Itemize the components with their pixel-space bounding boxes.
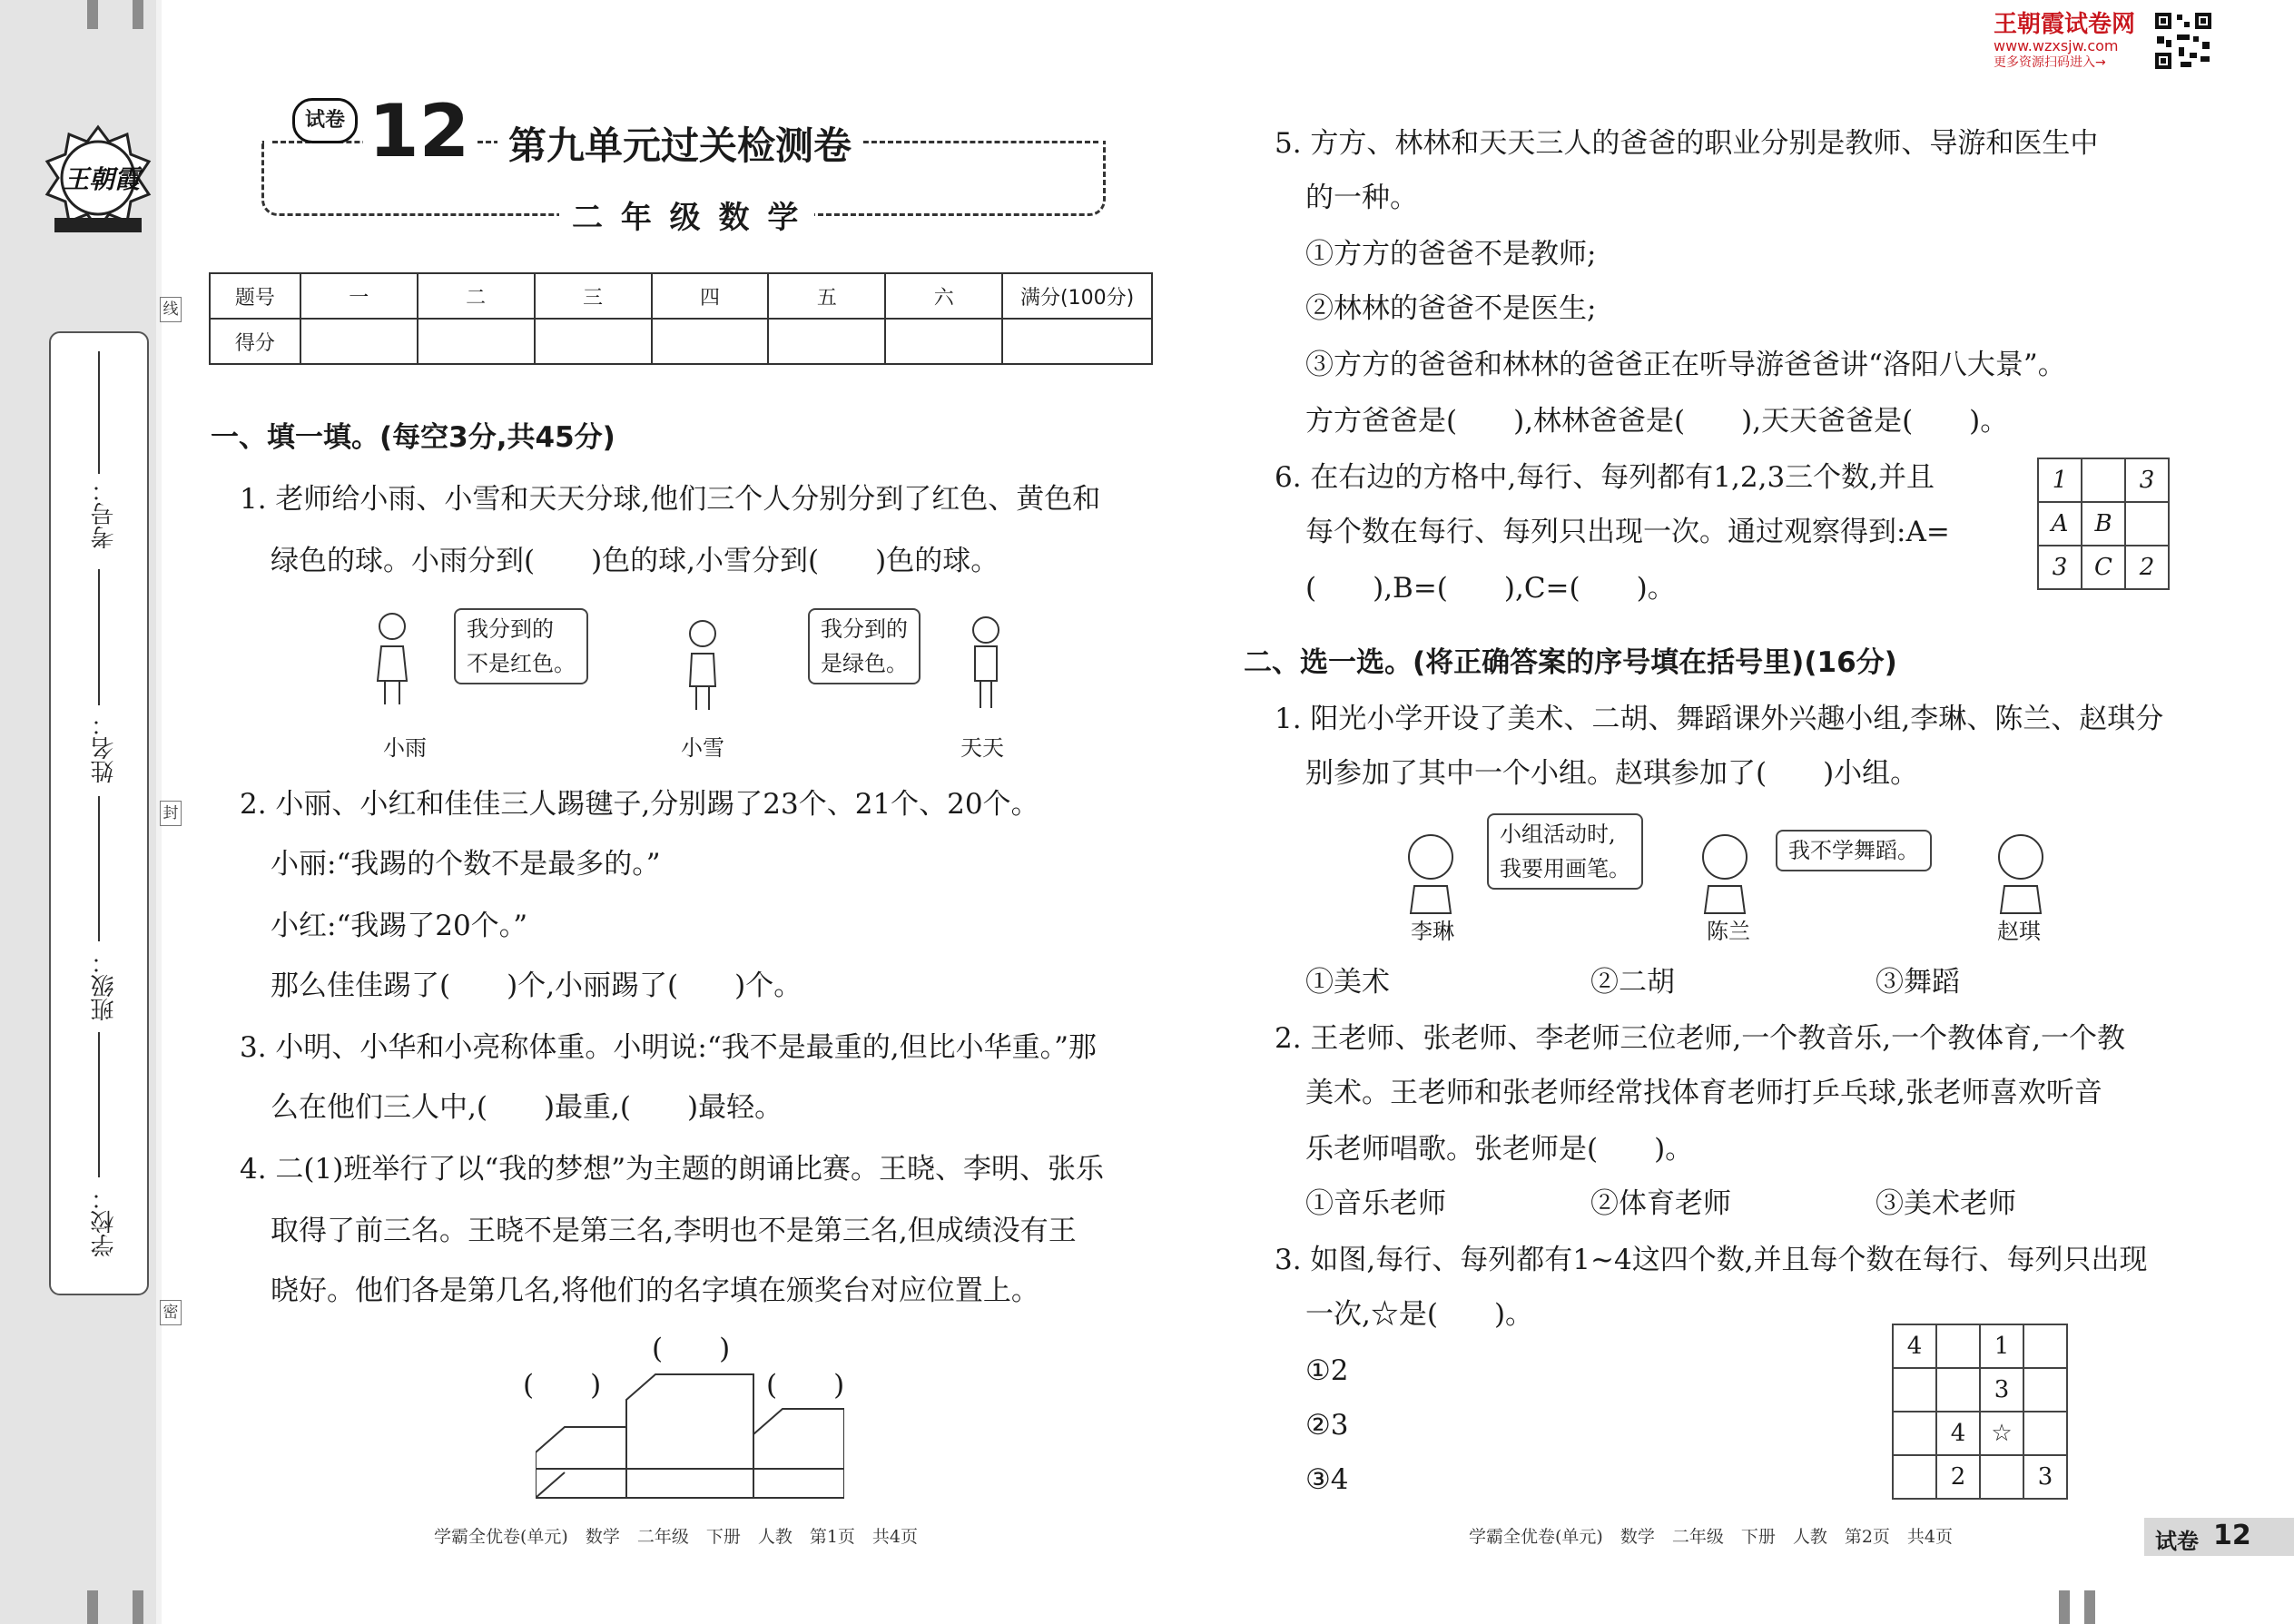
- grid-row: [1893, 1412, 2067, 1455]
- name-tiantian: 天天: [960, 735, 1004, 761]
- grid-row: [1893, 1368, 2067, 1412]
- grid-cell: [2023, 1412, 2067, 1455]
- grid-cell: [1893, 1412, 1936, 1455]
- binding-mark: [2084, 1590, 2095, 1624]
- student-info-box: [49, 331, 149, 1295]
- s1-q1-line2: 绿色的球。小雨分到( )色的球,小雪分到( )色的球。: [271, 545, 999, 577]
- grid-cell: B: [2082, 502, 2125, 546]
- s2-q3-option-a[interactable]: ①2: [1305, 1354, 1349, 1387]
- speech-bubble-lilin: [1487, 813, 1643, 890]
- grid-cell: [2125, 502, 2169, 546]
- school-field[interactable]: [98, 1032, 100, 1177]
- bubble-text: 我分到的: [467, 616, 554, 642]
- s1-q2-line3: 小红:“我踢了20个。”: [271, 910, 528, 942]
- grid-cell: [1936, 1324, 1980, 1368]
- site-url[interactable]: www.wzxsjw.com: [1994, 37, 2119, 54]
- grid-cell: 1: [2038, 458, 2082, 502]
- s1-q2-line1: 2. 小丽、小红和佳佳三人踢毽子,分别踢了23个、21个、20个。: [240, 788, 1039, 821]
- grid-cell-star: ☆: [1980, 1412, 2023, 1455]
- class-field[interactable]: [98, 796, 100, 941]
- bubble-text: 我要用画笔。: [1500, 856, 1630, 881]
- grid-cell: 3: [1980, 1368, 2023, 1412]
- s2-q1-line1: 1. 阳光小学开设了美术、二胡、舞蹈课外兴趣小组,李琳、陈兰、赵琪分: [1275, 703, 2164, 735]
- s1-q4-line2: 取得了前三名。王晓不是第三名,李明也不是第三名,但成绩没有王: [271, 1215, 1077, 1247]
- score-cell: 五: [768, 273, 885, 319]
- child-xiaoyu: [372, 610, 412, 714]
- score-input[interactable]: [1002, 319, 1152, 364]
- seal-char-feng: 封: [160, 801, 182, 826]
- speech-bubble-xiaoyu: [454, 608, 588, 684]
- grid-row: [2038, 546, 2169, 589]
- s1-q1-line1: 1. 老师给小雨、小雪和天天分球,他们三个人分别分到了红色、黄色和: [240, 483, 1101, 516]
- grid-cell: [2023, 1368, 2067, 1412]
- logo: [44, 123, 153, 241]
- name-field[interactable]: [98, 569, 100, 705]
- section2-heading: 二、选一选。(将正确答案的序号填在括号里)(16分): [1244, 646, 1897, 679]
- binding-mark: [133, 1590, 143, 1624]
- grid-cell: 1: [1980, 1324, 2023, 1368]
- class-label: 班级：: [91, 950, 118, 1021]
- grid-cell: [1980, 1455, 2023, 1499]
- binding-mark: [133, 0, 143, 29]
- q5-line2: 的一种。: [1305, 182, 1418, 214]
- score-cell: 一: [300, 273, 418, 319]
- podium-second-blank[interactable]: ( ): [523, 1369, 602, 1402]
- grid-row: [1893, 1455, 2067, 1499]
- paper-tab: [2144, 1518, 2294, 1556]
- paper-badge: 试卷: [292, 98, 358, 143]
- grid-cell: 3: [2038, 546, 2082, 589]
- bubble-text: 我分到的: [821, 616, 908, 642]
- score-cell: 四: [652, 273, 769, 319]
- grid-cell: [1893, 1368, 1936, 1412]
- grid-row: [1893, 1324, 2067, 1368]
- score-cell: 二: [418, 273, 535, 319]
- q5-line3: ①方方的爸爸不是教师;: [1305, 238, 1597, 271]
- score-input[interactable]: [418, 319, 535, 364]
- name-chenlan: 陈兰: [1707, 919, 1750, 944]
- score-table-header-row: [210, 273, 1152, 319]
- s2-q3-line1: 3. 如图,每行、每列都有1~4这四个数,并且每个数在每行、每列只出现: [1275, 1244, 2148, 1276]
- child-chenlan: [1698, 830, 1752, 920]
- s2-q1-option-b[interactable]: ②二胡: [1590, 966, 1675, 999]
- grid-cell: [2023, 1324, 2067, 1368]
- seal-char-mi: 密: [160, 1300, 182, 1325]
- podium-first-blank[interactable]: ( ): [652, 1333, 731, 1365]
- grid-cell: A: [2038, 502, 2082, 546]
- footer-right: 学霸全优卷(单元) 数学 二年级 下册 人教 第2页 共4页: [1469, 1527, 1954, 1547]
- s2-q2-line2: 美术。王老师和张老师经常找体育老师打乒乓球,张老师喜欢听音: [1305, 1077, 2102, 1109]
- exam-number-label: 考号：: [91, 478, 118, 549]
- s2-q2-option-c[interactable]: ③美术老师: [1876, 1187, 2016, 1220]
- score-table-score-row: [210, 319, 1152, 364]
- s1-q4-line3: 晓好。他们各是第几名,将他们的名字填在颁奖台对应位置上。: [271, 1275, 1039, 1307]
- s1-q4-line1: 4. 二(1)班举行了以“我的梦想”为主题的朗诵比赛。王晓、李明、张乐: [240, 1153, 1105, 1186]
- q5-line5: ③方方的爸爸和林林的爸爸正在听导游爸爸讲“洛阳八大景”。: [1305, 349, 2066, 381]
- grid-cell: 4: [1936, 1412, 1980, 1455]
- score-cell: 满分(100分): [1002, 273, 1152, 319]
- grid-row: [2038, 502, 2169, 546]
- site-branding: [1994, 11, 2135, 71]
- binding-mark: [87, 1590, 98, 1624]
- child-tiantian: [966, 614, 1006, 717]
- child-xiaoxue: [683, 617, 723, 721]
- score-cell: 六: [885, 273, 1002, 319]
- qr-code-icon[interactable]: [2153, 11, 2213, 71]
- score-input[interactable]: [300, 319, 418, 364]
- grid-cell: 4: [1893, 1324, 1936, 1368]
- score-row-label: 得分: [210, 319, 300, 364]
- grid-cell: [1893, 1455, 1936, 1499]
- grid-cell: 2: [1936, 1455, 1980, 1499]
- q5-line1: 5. 方方、林林和天天三人的爸爸的职业分别是教师、导游和医生中: [1275, 127, 2099, 160]
- bubble-text: 我不学舞蹈。: [1788, 838, 1919, 863]
- speech-bubble-tiantian: [808, 608, 921, 684]
- score-cell: 题号: [210, 273, 300, 319]
- s1-q3-line2: 么在他们三人中,( )最重,( )最轻。: [271, 1091, 783, 1124]
- bubble-text: 小组活动时,: [1500, 822, 1616, 847]
- section1-heading: 一、填一填。(每空3分,共45分): [211, 421, 615, 454]
- s2-q3-option-c[interactable]: ③4: [1305, 1463, 1349, 1496]
- s2-q1-option-c[interactable]: ③舞蹈: [1876, 966, 1960, 999]
- score-cell: 三: [535, 273, 652, 319]
- grid-cell: [1936, 1368, 1980, 1412]
- s2-q3-option-b[interactable]: ②3: [1305, 1409, 1349, 1442]
- site-tip: 更多资源扫码进入→: [1994, 55, 2106, 70]
- seal-char-xian: 线: [160, 297, 182, 322]
- bubble-text: 不是红色。: [467, 651, 576, 676]
- grid-cell: C: [2082, 546, 2125, 589]
- s2-q2-option-a[interactable]: ①音乐老师: [1305, 1187, 1446, 1220]
- score-table: [209, 272, 1153, 365]
- s2-q3-grid: [1892, 1324, 2068, 1500]
- score-input[interactable]: [885, 319, 1002, 364]
- page-subtitle: 二 年 级 数 学: [559, 192, 814, 237]
- q6-line2: 每个数在每行、每列只出现一次。通过观察得到:A=: [1305, 516, 1950, 548]
- s1-q3-line1: 3. 小明、小华和小亮称体重。小明说:“我不是最重的,但比小华重。”那: [240, 1031, 1097, 1064]
- s2-q3-line2: 一次,☆是( )。: [1305, 1298, 1534, 1331]
- speech-bubble-chenlan: [1776, 830, 1932, 871]
- grid-cell: [2082, 458, 2125, 502]
- binding-mark: [2059, 1590, 2070, 1624]
- paper-tab-label: 试卷: [2155, 1529, 2199, 1554]
- child-lilin: [1405, 830, 1456, 920]
- q6-grid: [2037, 458, 2170, 590]
- binding-mark: [87, 0, 98, 29]
- site-name: 王朝霞试卷网: [1994, 11, 2136, 38]
- school-label: 学校：: [91, 1186, 118, 1257]
- footer-left: 学霸全优卷(单元) 数学 二年级 下册 人教 第1页 共4页: [434, 1527, 919, 1547]
- s2-q1-line2: 别参加了其中一个小组。赵琪参加了( )小组。: [1305, 757, 1919, 790]
- q6-line1: 6. 在右边的方格中,每行、每列都有1,2,3三个数,并且: [1275, 461, 1935, 494]
- s1-q2-line2: 小丽:“我踢的个数不是最多的。”: [271, 848, 661, 881]
- s2-q2-option-b[interactable]: ②体育老师: [1590, 1187, 1731, 1220]
- grid-row: [2038, 458, 2169, 502]
- grid-cell: 3: [2023, 1455, 2067, 1499]
- grid-cell: 3: [2125, 458, 2169, 502]
- s2-q2-line3: 乐老师唱歌。张老师是( )。: [1305, 1133, 1694, 1166]
- child-zhaoqi: [1994, 830, 2048, 920]
- score-input[interactable]: [652, 319, 769, 364]
- q5-line4: ②林林的爸爸不是医生;: [1305, 292, 1597, 325]
- exam-number-field[interactable]: [98, 351, 100, 474]
- page-title: 第九单元过关检测卷: [497, 116, 862, 171]
- name-xiaoxue: 小雪: [681, 735, 724, 761]
- name-label: 姓名：: [91, 713, 118, 783]
- s1-q2-line4: 那么佳佳踢了( )个,小丽踢了( )个。: [271, 969, 802, 1002]
- logo-text: 王朝霞: [64, 164, 141, 194]
- paper-number: 12: [363, 91, 475, 172]
- s2-q1-option-a[interactable]: ①美术: [1305, 966, 1390, 999]
- name-zhaoqi: 赵琪: [1997, 919, 2041, 944]
- bubble-text: 是绿色。: [821, 651, 908, 676]
- score-input[interactable]: [535, 319, 652, 364]
- q6-line3: ( ),B=( ),C=( )。: [1305, 572, 1676, 605]
- name-xiaoyu: 小雨: [383, 735, 427, 761]
- q5-line6: 方方爸爸是( ),林林爸爸是( ),天天爸爸是( )。: [1305, 405, 2009, 438]
- paper-tab-number: 12: [2213, 1520, 2251, 1551]
- grid-cell: 2: [2125, 546, 2169, 589]
- score-input[interactable]: [768, 319, 885, 364]
- podium-third-blank[interactable]: ( ): [766, 1369, 845, 1402]
- s2-q2-line1: 2. 王老师、张老师、李老师三位老师,一个教音乐,一个教体育,一个教: [1275, 1022, 2125, 1055]
- name-lilin: 李琳: [1411, 919, 1454, 944]
